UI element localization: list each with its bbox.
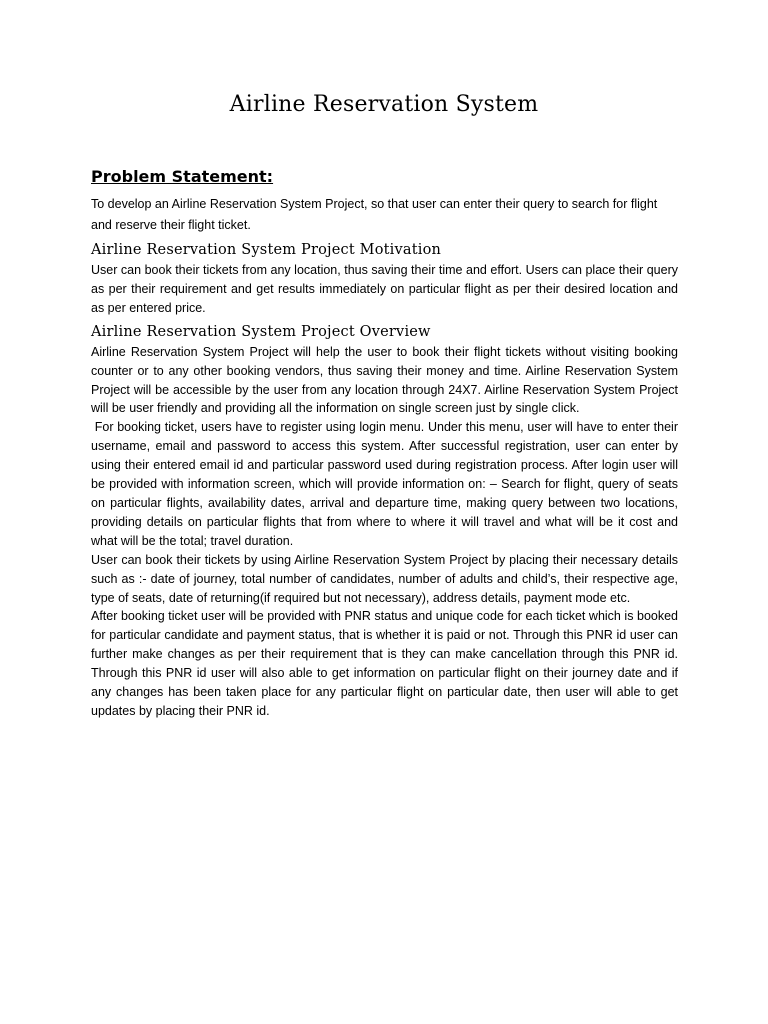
overview-paragraph-3: User can book their tickets by using Airline Reservation System Project by placing their necessary details such as :- date of journey, total number of candidates, number of adults and child’s, their respective age, type of seats, date of returning(if required but not necessary), address details, payment mode etc. — [91, 552, 678, 605]
document-title: Airline Reservation System — [229, 92, 539, 117]
overview-paragraph-1: Airline Reservation System Project will help the user to book their flight tickets without visiting booking counter or to any other booking vendors, thus saving their money and time. Airline Reservation System Project will be accessible by the user from any location through 24X7. Airline Reservation System Project will be user friendly and providing all the information on single screen just by single click. — [91, 344, 678, 416]
motivation-heading: Airline Reservation System Project Motivation — [91, 242, 442, 258]
overview-paragraph-2: For booking ticket, users have to register using login menu. Under this menu, user will have to enter their username, email and password to access this system. After successful registration, user can enter by using their entered email id and particular password used during registration process. After login user will be provided with information screen, which will provide information on: – Search for flight, query of seats on particular flights, availability dates, arrival and departure time, making query between two locations, providing details on particular flights that from where to where it will travel and what will be it cost and what will be the total; travel duration. — [91, 420, 682, 548]
problem-statement-heading: Problem Statement: — [91, 167, 274, 186]
motivation-paragraph: User can book their tickets from any location, thus saving their time and effort. Users can place their query as per their requirement and get results immediately on particular flight as per their desired location and as per entered price. — [91, 263, 678, 315]
document-body — [91, 166, 682, 721]
overview-heading: Airline Reservation System Project Overview — [91, 323, 431, 340]
overview-paragraph-4: After booking ticket user will be provided with PNR status and unique code for each ticket which is booked for particular candidate and payment status, that is whether it is paid or not. Through this PNR id user can further make changes as per their requirement that is they can make cancellation through this PNR id. Through this PNR id user will also able to get information on particular flight on their journey date and if any changes has been taken place for any particular flight on particular date, then user will able to get updates by placing their PNR id. — [91, 609, 678, 718]
problem-statement-text: To develop an Airline Reservation System Project, so that user can enter their query to search for flight and reserve their flight ticket. — [91, 197, 658, 232]
